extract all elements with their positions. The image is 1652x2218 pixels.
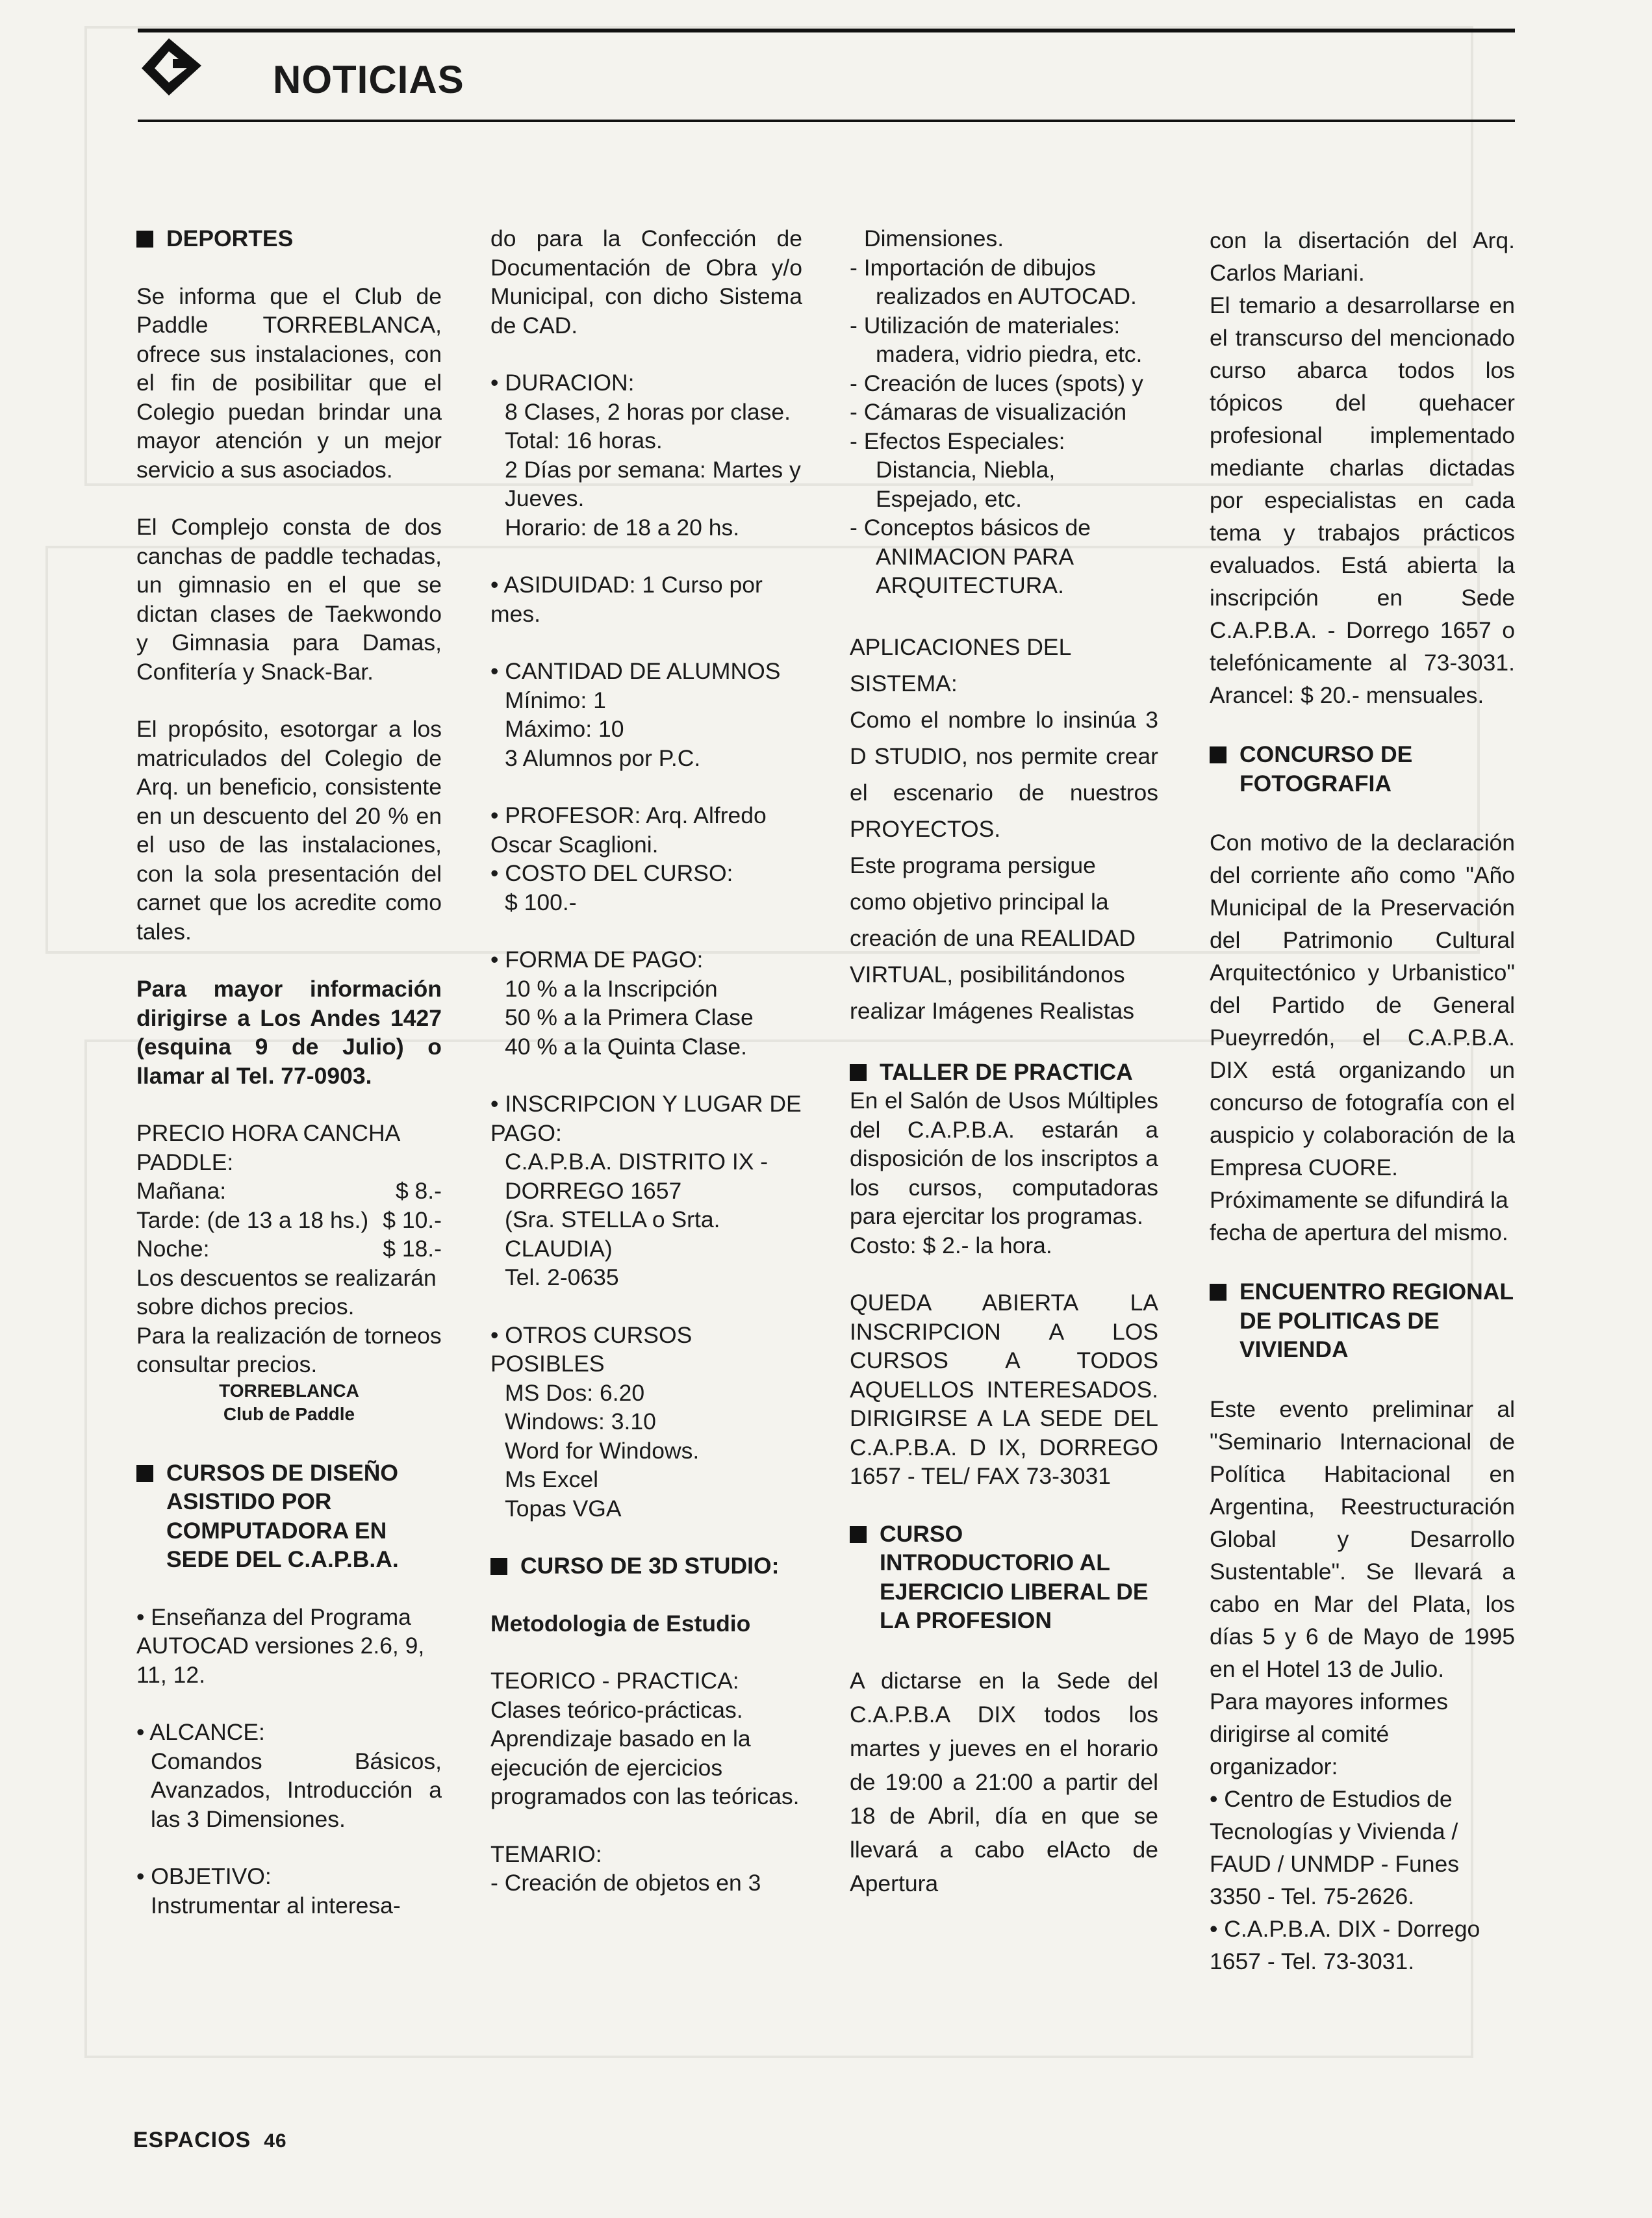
paragraph: Clases teórico-prácticas. Aprendizaje basado en la ejecución de ejercicios programados con las teóricas. — [490, 1696, 800, 1809]
paragraph: con la disertación del Arq. Carlos Mariani. — [1210, 227, 1515, 286]
paragraph: En el Salón de Usos Múltiples del C.A.P.B.A. estarán a disposición de los inscriptos a los cursos, computadoras para ejercitar los programas. — [850, 1088, 1158, 1229]
paragraph: Se informa que el Club de Paddle TORREBLANCA, ofrece sus instalaciones, con el fin de posibilitar que el Colegio puedan brindar una mayor atención y un mejor servicio a sus asociados. — [136, 283, 442, 483]
paragraph: Próximamente se difundirá la fecha de apertura del mismo. — [1210, 1187, 1508, 1245]
page-number: 46 — [264, 2130, 287, 2152]
list-text: Máximo: 10 — [505, 716, 624, 742]
square-bullet-icon — [136, 1465, 153, 1482]
list-label: APLICACIONES DEL SISTEMA: — [850, 633, 1071, 696]
paragraph: A dictarse en la Sede del C.A.P.B.A DIX todos los martes y jueves en el horario de 19:00 a 21:00 a partir del 18 de Abril, día en que se llevará a cabo elActo de Apertura — [850, 1667, 1158, 1896]
noticias-logo-icon — [136, 36, 208, 101]
list-label: • DURACION: — [490, 368, 802, 398]
list-text: Tel. 2-0635 — [505, 1264, 619, 1290]
deportes-heading: DEPORTES — [136, 224, 442, 253]
list-label: • CANTIDAD DE ALUMNOS — [490, 657, 802, 686]
intro-heading: CURSO INTRODUCTORIO AL EJERCICIO LIBERAL DE LA PROFESION — [850, 1520, 1158, 1635]
price-note: Los descuentos se realizarán sobre dichos precios. — [136, 1264, 437, 1319]
paragraph: Este evento preliminar al "Seminario Internacional de Política Habitacional en Argentina, Reestructuración Global y Desarrollo Sustentable". Se llevará a cabo en Mar del Plata, los días 5 y 6 de Mayo de 1995 en el Hotel 13 de Julio. — [1210, 1396, 1515, 1682]
list-text: Word for Windows. — [505, 1437, 700, 1464]
square-bullet-icon — [136, 231, 153, 248]
price-note: Para la realización de torneos consultar precios. — [136, 1322, 442, 1377]
list-text: Comandos Básicos, Avanzados, Introducción a las 3 Dimensiones. — [151, 1748, 442, 1832]
list-label: • OBJETIVO: — [136, 1862, 442, 1891]
list-text: $ 100.- — [505, 889, 577, 915]
list-item: • Centro de Estudios de Tecnologías y Vivienda / FAUD / UNMDP - Funes 3350 - Tel. 75-2626. — [1210, 1783, 1515, 1913]
paragraph: Este programa persigue como objetivo principal la creación de una REALIDAD VIRTUAL, posibilitándonos realizar Imágenes Realistas — [850, 852, 1136, 1024]
list-text: Instrumentar al interesa- — [151, 1892, 401, 1918]
foto-heading: CONCURSO DE FOTOGRAFIA — [1210, 740, 1515, 798]
column-1 — [136, 224, 442, 1920]
list-text: Windows: 3.10 — [505, 1409, 656, 1434]
cursos-heading: CURSOS DE DISEÑO ASISTIDO POR COMPUTADORA EN SEDE DEL C.A.P.B.A. — [136, 1459, 442, 1574]
list-item: - Creación de objetos en 3 — [490, 1868, 802, 1898]
square-bullet-icon — [850, 1526, 867, 1543]
studio-heading: CURSO DE 3D STUDIO: — [490, 1551, 802, 1581]
subheading: Metodologia de Estudio — [490, 1610, 751, 1637]
list-item: • PROFESOR: Arq. Alfredo Oscar Scaglioni. — [490, 801, 802, 859]
column-3 — [850, 224, 1158, 1929]
list-text: Horario: de 18 a 20 hs. — [505, 514, 740, 541]
paragraph: El propósito, esotorgar a los matriculados del Colegio de Arq. un beneficio, consistente en un descuento del 20 % en el uso de las instalaciones, con la sola presentación del carnet que los acredite como tales. — [136, 716, 442, 945]
paragraph: Como el nombre lo insinúa 3 D STUDIO, nos permite crear el escenario de nuestros PROYECTOS. — [850, 706, 1158, 842]
square-bullet-icon — [490, 1558, 507, 1575]
list-label: • COSTO DEL CURSO: — [490, 859, 802, 888]
price-row: Mañana: $ 8.- — [136, 1178, 442, 1204]
section-title: NOTICIAS — [273, 58, 464, 101]
paragraph: Con motivo de la declaración del corriente año como "Año Municipal de la Preservación del Patrimonio Cultural Arquitectónico y Urbanistico" del Partido de General Pueyrredón, el C.A.P.B.A. DIX está organizando un concurso de fotografía con el auspicio y colaboración de la Empresa CUORE. — [1210, 830, 1515, 1180]
square-bullet-icon — [1210, 746, 1226, 763]
paragraph: Costo: $ 2.- la hora. — [850, 1232, 1052, 1258]
list-text: (Sra. STELLA o Srta. CLAUDIA) — [505, 1206, 720, 1262]
encuentro-heading: ENCUENTRO REGIONAL DE POLITICAS DE VIVIENDA — [1210, 1277, 1515, 1364]
list-text: Mínimo: 1 — [505, 687, 606, 713]
list-text: 50 % a la Primera Clase — [505, 1004, 754, 1030]
list-item: • C.A.P.B.A. DIX - Dorrego 1657 - Tel. 73-3031. — [1210, 1913, 1515, 1978]
list-label: • ALCANCE: — [136, 1718, 442, 1747]
magazine-name: ESPACIOS — [133, 2128, 251, 2152]
list-label: • FORMA DE PAGO: — [490, 945, 802, 975]
list-text: Ms Excel — [505, 1466, 598, 1492]
list-label: • OTROS CURSOS POSIBLES — [490, 1321, 802, 1379]
list-text: 40 % a la Quinta Clase. — [505, 1033, 747, 1060]
paragraph: El temario a desarrollarse en el transcurso del mencionado curso abarca todos los tópicos del quehacer profesional implementado mediante charlas dictadas por especialistas en cada tema y trabajos prácticos evaluados. Está abierta la inscripción en Sede C.A.P.B.A. - Dorrego 1657 o telefónicamente al 73-3031. Arancel: $ 20.- mensuales. — [1210, 292, 1515, 708]
header-rule-bottom — [138, 120, 1515, 122]
paragraph: Para mayores informes dirigirse al comité organizador: — [1210, 1688, 1448, 1779]
list-item: - Importación de dibujos realizados en AUTOCAD. — [850, 253, 1158, 311]
square-bullet-icon — [850, 1064, 867, 1081]
list-label: TEMARIO: — [490, 1841, 602, 1867]
taller-heading: TALLER DE PRACTICA — [850, 1058, 1158, 1087]
list-item: - Creación de luces (spots) y — [850, 369, 1158, 398]
list-item: • Enseñanza del Programa AUTOCAD versiones 2.6, 9, 11, 12. — [136, 1603, 442, 1690]
list-text: C.A.P.B.A. DISTRITO IX - DORREGO 1657 — [505, 1149, 769, 1204]
price-row: Tarde: (de 13 a 18 hs.) $ 10.- — [136, 1206, 442, 1233]
price-heading: PRECIO HORA CANCHA PADDLE: — [136, 1120, 400, 1175]
list-item: - Cámaras de visualización — [850, 398, 1158, 427]
square-bullet-icon — [1210, 1284, 1226, 1301]
paragraph: El Complejo consta de dos canchas de paddle techadas, un gimnasio en el que se dictan clases de Taekwondo y Gimnasia para Damas, Confitería y Snack-Bar. — [136, 514, 442, 685]
list-text: Topas VGA — [505, 1495, 622, 1522]
list-text: 3 Alumnos por P.C. — [505, 745, 701, 771]
list-text: MS Dos: 6.20 — [505, 1379, 645, 1406]
list-label: • INSCRIPCION Y LUGAR DE PAGO: — [490, 1090, 802, 1147]
price-row: Noche: $ 18.- — [136, 1236, 442, 1262]
list-item: - Conceptos básicos de ANIMACION PARA ARQUITECTURA. — [850, 513, 1158, 600]
list-text: 8 Clases, 2 horas por clase. Total: 16 horas. — [505, 398, 791, 453]
header-rule-top — [138, 29, 1515, 32]
signature: TORREBLANCA Club de Paddle — [219, 1380, 359, 1424]
page-footer — [133, 2128, 287, 2153]
paragraph: do para la Confección de Documentación de Obra y/o Municipal, con dicho Sistema de CAD. — [490, 225, 802, 338]
list-text: 10 % a la Inscripción — [505, 975, 718, 1002]
list-item: • ASIDUIDAD: 1 Curso por mes. — [490, 570, 802, 628]
list-text: 2 Días por semana: Martes y Jueves. — [505, 456, 801, 511]
list-item: - Utilización de materiales: madera, vidrio piedra, etc. — [850, 311, 1158, 369]
info-paragraph: Para mayor información dirigirse a Los Andes 1427 (esquina 9 de Julio) o llamar al Tel. 77-0903. — [136, 976, 442, 1089]
list-text: Dimensiones. — [864, 225, 1004, 251]
list-item: - Efectos Especiales: Distancia, Niebla, Espejado, etc. — [850, 427, 1158, 514]
column-4 — [1210, 224, 1515, 1978]
column-2 — [490, 224, 802, 1898]
paragraph: QUEDA ABIERTA LA INSCRIPCION A LOS CURSOS A TODOS AQUELLOS INTERESADOS. DIRIGIRSE A LA SEDE DEL C.A.P.B.A. D IX, DORREGO 1657 - TEL/ FAX 73-3031 — [850, 1290, 1158, 1489]
list-label: TEORICO - PRACTICA: — [490, 1668, 739, 1694]
